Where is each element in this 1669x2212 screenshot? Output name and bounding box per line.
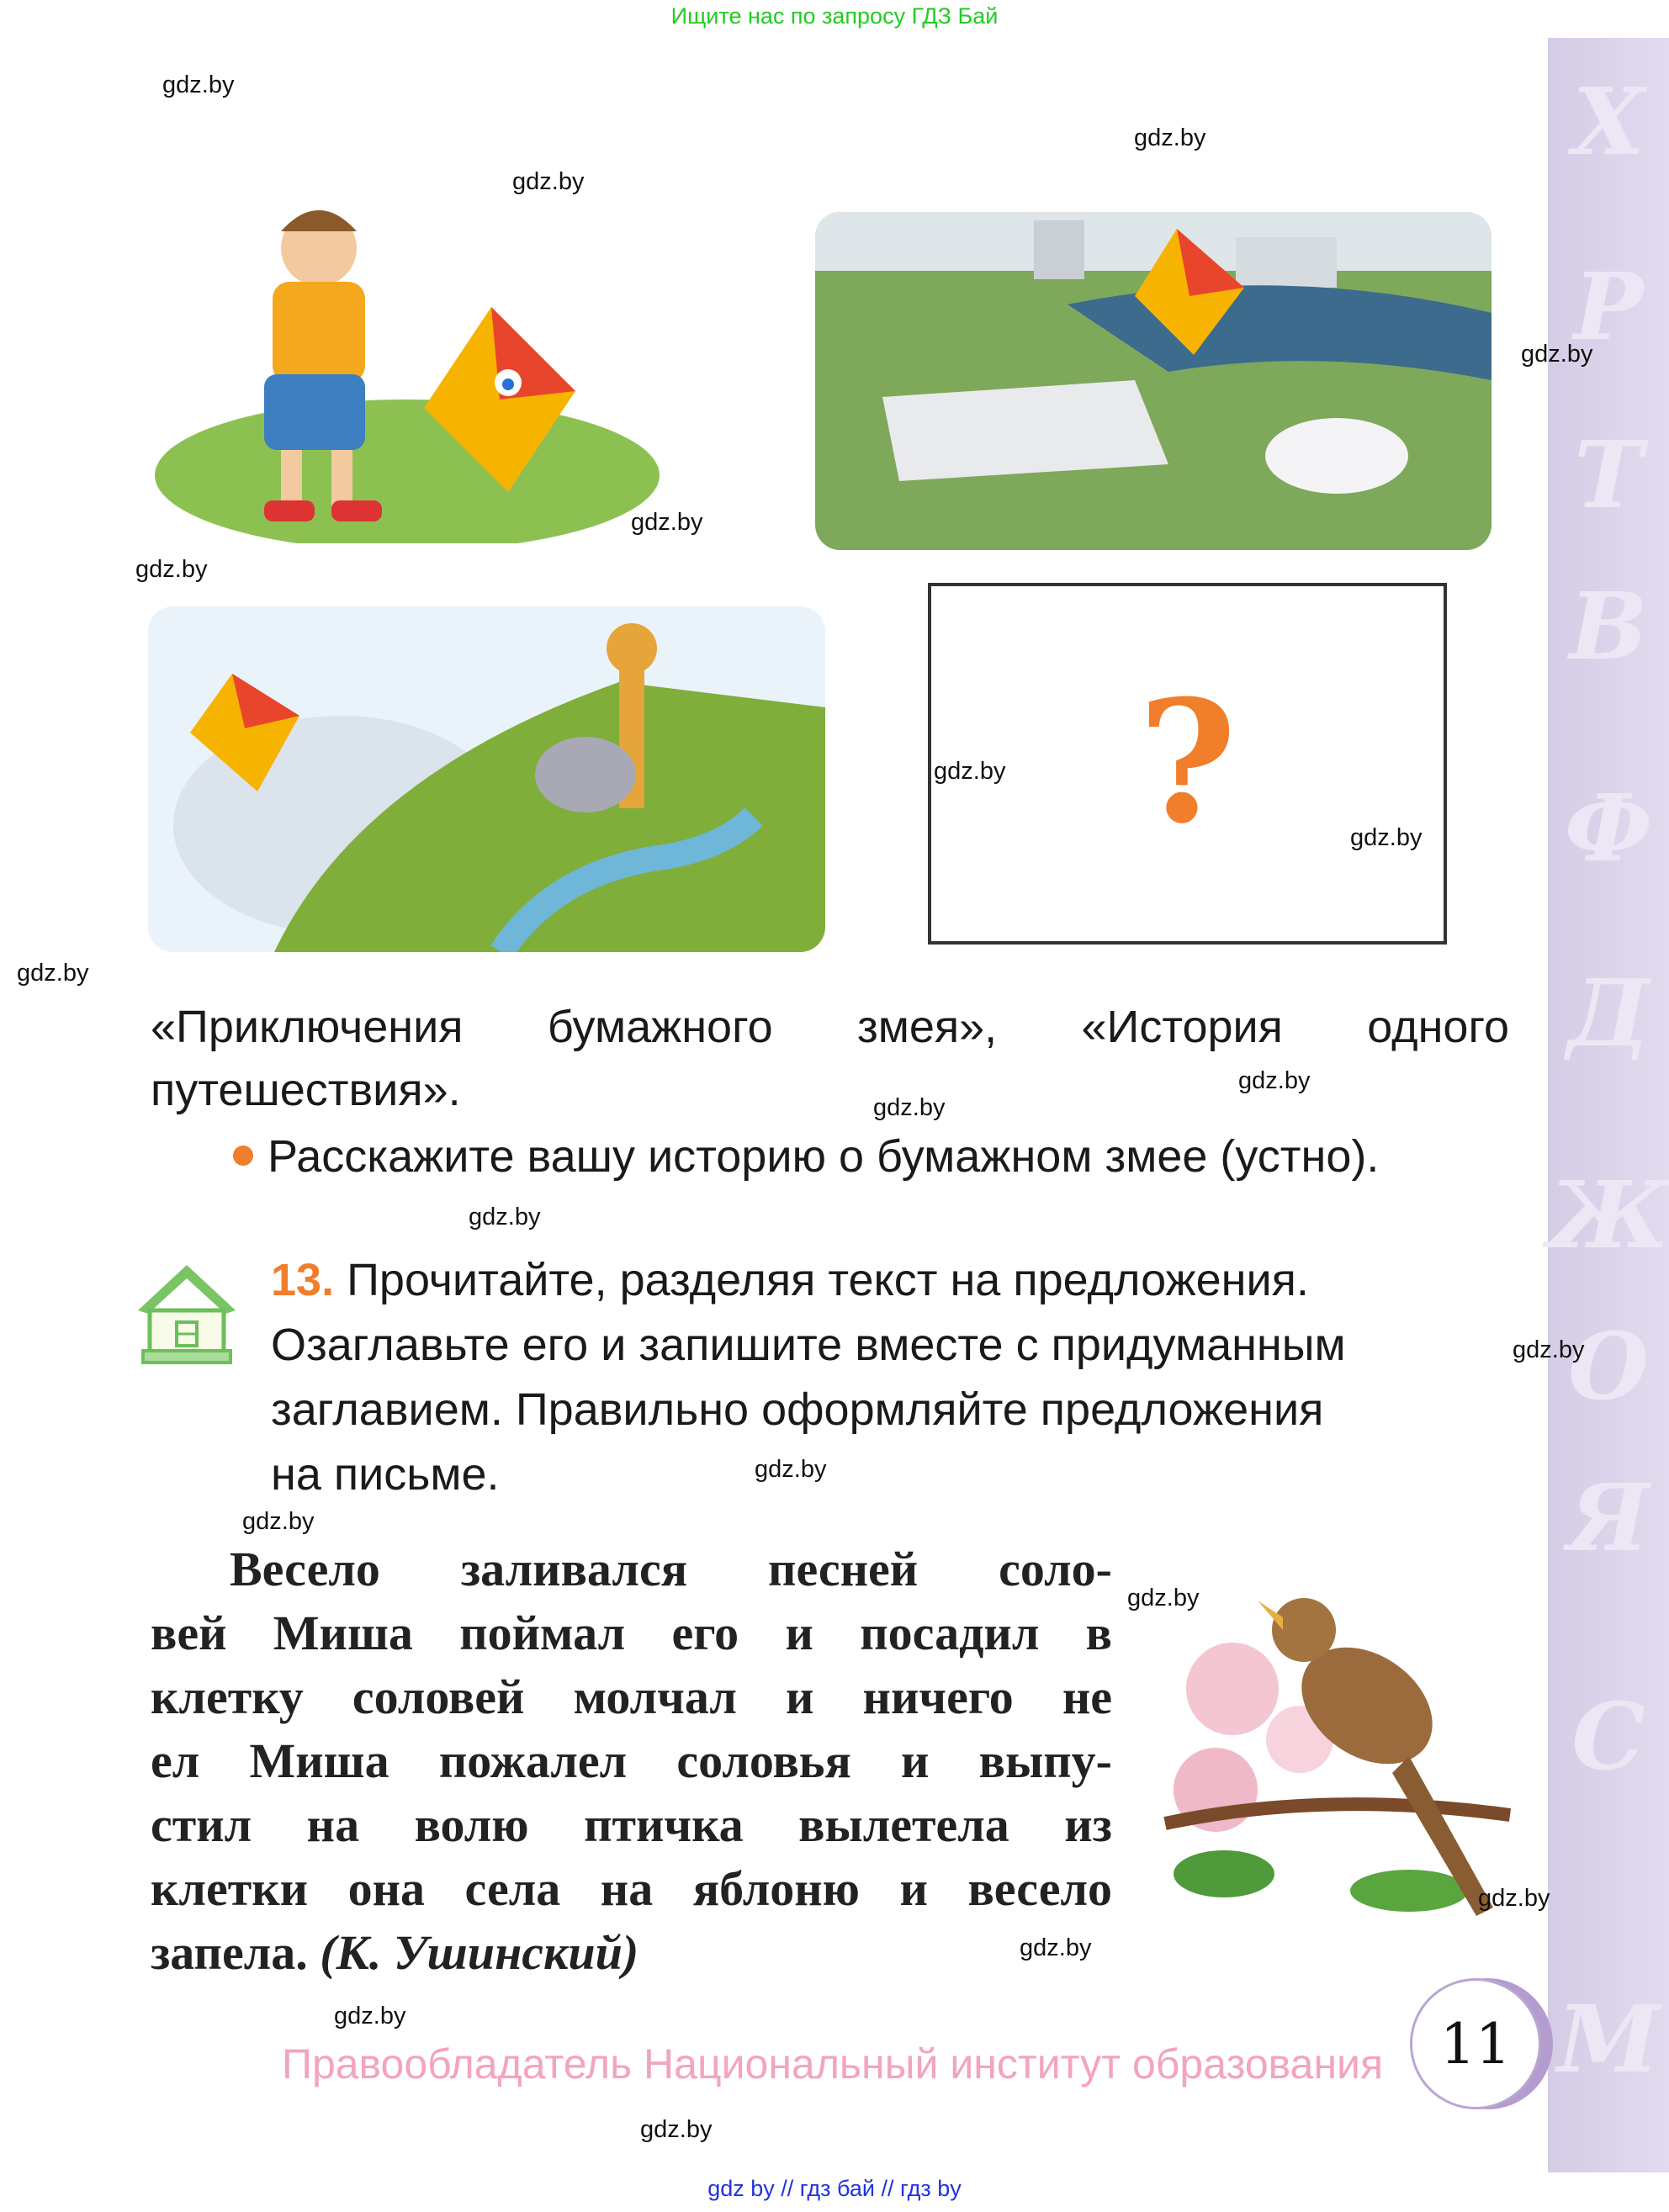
watermark: gdz.by bbox=[512, 168, 585, 195]
watermark: gdz.by bbox=[631, 509, 703, 536]
task-text: Прочитайте, разделяя текст на предложения. bbox=[347, 1255, 1309, 1305]
sidebar-letter: В bbox=[1569, 572, 1648, 680]
watermark: gdz.by bbox=[1478, 1885, 1550, 1912]
homework-house-icon bbox=[135, 1262, 240, 1366]
sidebar-letter: Ф bbox=[1564, 774, 1653, 882]
task-13-line3: заглавием. Правильно оформляйте предложения bbox=[271, 1384, 1324, 1435]
sidebar-letter: С bbox=[1571, 1682, 1645, 1791]
story-line: стил на волю птичка вылетела из bbox=[151, 1797, 1112, 1852]
sidebar-letter: М bbox=[1557, 1985, 1660, 2093]
watermark: gdz.by bbox=[1020, 1934, 1092, 1961]
story-line: вей Миша поймал его и посадил в bbox=[151, 1606, 1112, 1660]
story-last-line bbox=[151, 1921, 638, 1985]
copyright-footer: Правообладатель Национальный институт образования bbox=[282, 2040, 1384, 2088]
watermark: gdz.by bbox=[1134, 124, 1206, 151]
story-titles-line1: «Приключения бумажного змея», «История одного bbox=[151, 1002, 1509, 1052]
sidebar-letter: Д bbox=[1567, 959, 1650, 1067]
city-with-kite-photo bbox=[815, 212, 1492, 550]
task-13-line1 bbox=[271, 1248, 1309, 1313]
watermark: gdz.by bbox=[640, 2116, 713, 2143]
story-text: запела. bbox=[151, 1925, 308, 1980]
watermark: gdz.by bbox=[162, 71, 235, 98]
story-line: Весело заливался песней соло- bbox=[230, 1542, 1112, 1596]
question-placeholder-box bbox=[928, 583, 1447, 945]
bullet-instruction: Расскажите вашу историю о бумажном змее (устно). bbox=[268, 1131, 1380, 1182]
sidebar-letter: О bbox=[1568, 1312, 1649, 1421]
sidebar-letter: Р bbox=[1573, 252, 1644, 361]
watermark: gdz.by bbox=[1238, 1067, 1311, 1094]
question-mark-icon: ? bbox=[1137, 664, 1237, 861]
watermark: gdz.by bbox=[1127, 1585, 1200, 1611]
task-13-line4: на письме. bbox=[271, 1449, 500, 1500]
boy-with-kite-illustration bbox=[155, 198, 663, 543]
watermark: gdz.by bbox=[1513, 1336, 1585, 1363]
story-author: (К. Ушинский) bbox=[320, 1925, 639, 1980]
watermark: gdz.by bbox=[755, 1456, 827, 1483]
watermark: gdz.by bbox=[873, 1094, 946, 1121]
watermark: gdz.by bbox=[1350, 824, 1423, 851]
watermark: gdz.by bbox=[135, 556, 208, 583]
watermark: gdz.by bbox=[334, 2003, 406, 2029]
footer-links[interactable]: gdz by // гдз бай // гдз by bbox=[707, 2176, 962, 2201]
top-banner: Ищите нас по запросу ГДЗ Бай bbox=[670, 3, 999, 29]
task-13-line2: Озаглавьте его и запишите вместе с придуманным bbox=[271, 1320, 1346, 1370]
story-titles-line2: путешествия». bbox=[151, 1065, 461, 1115]
watermark: gdz.by bbox=[934, 758, 1006, 785]
watermark: gdz.by bbox=[1521, 341, 1593, 368]
sidebar-letter: Ж bbox=[1548, 1161, 1669, 1269]
story-line: ел Миша пожалел соловья и выпу- bbox=[151, 1733, 1112, 1788]
nightingale-illustration bbox=[1157, 1537, 1517, 1968]
task-number: 13. bbox=[271, 1255, 335, 1305]
watermark: gdz.by bbox=[17, 960, 89, 987]
giraffe-elephant-kite-illustration bbox=[148, 606, 825, 952]
watermark: gdz.by bbox=[242, 1508, 315, 1535]
story-line: клетку соловей молчал и ничего не bbox=[151, 1670, 1112, 1724]
sidebar-letter: Х bbox=[1572, 67, 1645, 176]
page-number: 11 bbox=[1410, 1978, 1541, 2109]
story-line: клетки она села на яблоню и весело bbox=[151, 1861, 1112, 1916]
bullet-icon bbox=[233, 1146, 253, 1166]
sidebar-letter: Я bbox=[1567, 1463, 1650, 1572]
sidebar-letter: Т bbox=[1574, 421, 1643, 529]
watermark: gdz.by bbox=[469, 1204, 541, 1230]
